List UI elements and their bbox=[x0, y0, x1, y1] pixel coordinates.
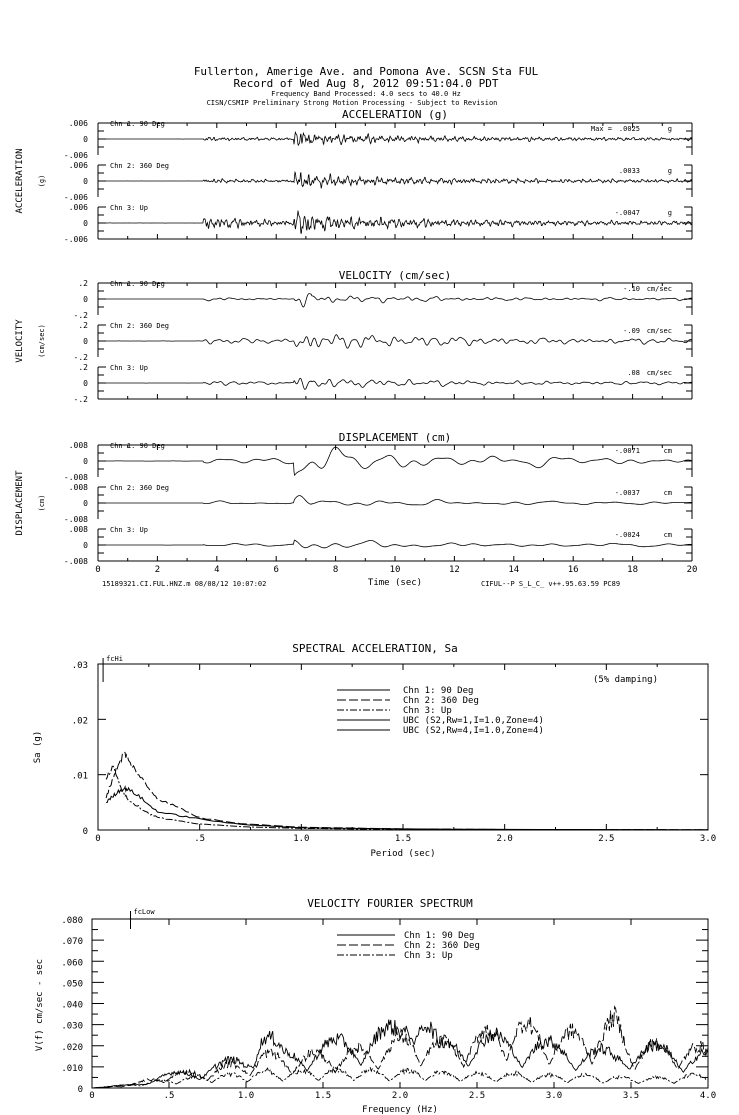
channel-label: Chn 1: 90 Deg bbox=[110, 442, 165, 450]
peak-unit: cm/sec bbox=[646, 285, 672, 293]
sa-curve bbox=[106, 766, 708, 830]
legend-label: Chn 2: 360 Deg bbox=[403, 696, 479, 706]
x-tick-label: 16 bbox=[567, 565, 579, 575]
y-tick-label: 0 bbox=[77, 1085, 83, 1095]
footer-left: 15189321.CI.FUL.HNZ.m 08/08/12 10:07:02 bbox=[102, 580, 267, 588]
y-tick-label: .010 bbox=[61, 1063, 83, 1074]
channel-label: Chn 3: Up bbox=[110, 526, 148, 534]
y-tick-label: 0 bbox=[83, 337, 88, 346]
waveform-trace bbox=[98, 172, 692, 188]
damping-note: (5% damping) bbox=[592, 675, 658, 685]
channel-label: Chn 2: 360 Deg bbox=[110, 162, 170, 170]
x-tick-label: 1.5 bbox=[314, 1091, 332, 1101]
peak-value: -.09 bbox=[623, 327, 640, 335]
y-tick-label: -.006 bbox=[63, 235, 88, 244]
x-tick-label: 14 bbox=[508, 565, 520, 575]
x-tick-label: 12 bbox=[448, 565, 460, 575]
channel-label: Chn 1: 90 Deg bbox=[110, 280, 165, 288]
x-tick-label: 4.0 bbox=[699, 1091, 717, 1101]
footer-right: CIFUL--P S_L_C_ v++.95.63.59 PC89 bbox=[481, 580, 621, 588]
legend-label: Chn 2: 360 Deg bbox=[404, 941, 480, 951]
y-tick-label: -.2 bbox=[73, 353, 88, 362]
y-tick-label: .030 bbox=[61, 1021, 83, 1032]
frequency-band: Frequency Band Processed: 4.0 secs to 40.0 Hz bbox=[271, 90, 461, 98]
y-tick-label: .020 bbox=[61, 1042, 83, 1053]
panel-title: DISPLACEMENT (cm) bbox=[338, 431, 452, 444]
channel-label: Chn 3: Up bbox=[110, 364, 148, 372]
waveform-trace bbox=[98, 294, 692, 307]
y-tick-label: .006 bbox=[68, 119, 88, 128]
peak-value: -.0071 bbox=[614, 447, 640, 455]
fourier-curve bbox=[92, 1007, 708, 1088]
legend-label: Chn 3: Up bbox=[404, 951, 453, 961]
legend-label: Chn 3: Up bbox=[403, 706, 452, 716]
y-tick-label: 0 bbox=[83, 379, 88, 388]
x-tick-label: 4 bbox=[214, 565, 220, 575]
peak-unit: g bbox=[667, 209, 672, 217]
fchi-label: fcHi bbox=[106, 655, 123, 663]
peak-value: -.0024 bbox=[614, 531, 640, 539]
y-tick-label: 0 bbox=[83, 219, 88, 228]
y-tick-label: .008 bbox=[68, 441, 88, 450]
x-tick-label: 2.5 bbox=[468, 1091, 486, 1101]
x-tick-label: 2.0 bbox=[391, 1091, 409, 1101]
x-tick-label: 2.5 bbox=[598, 834, 615, 844]
y-tick-label: .01 bbox=[71, 771, 88, 782]
y-tick-label: .006 bbox=[68, 203, 88, 212]
peak-value: -.10 bbox=[623, 285, 640, 293]
x-tick-label: 10 bbox=[389, 565, 401, 575]
fourier-title: VELOCITY FOURIER SPECTRUM bbox=[307, 897, 473, 910]
peak-value: .0025 bbox=[618, 125, 640, 133]
peak-unit: cm bbox=[663, 447, 672, 455]
y-tick-label: -.2 bbox=[73, 311, 88, 320]
x-tick-label: 3.5 bbox=[622, 1091, 640, 1101]
channel-label: Chn 2: 360 Deg bbox=[110, 484, 170, 492]
panel-title: ACCELERATION (g) bbox=[342, 108, 448, 121]
panel-yunits: (cm/sec) bbox=[38, 324, 46, 358]
legend-label: UBC (S2,Rw=4,I=1.0,Zone=4) bbox=[403, 726, 544, 736]
legend-label: UBC (S2,Rw=1,I=1.0,Zone=4) bbox=[403, 716, 544, 726]
legend-label: Chn 1: 90 Deg bbox=[404, 931, 475, 941]
y-tick-label: -.006 bbox=[63, 193, 88, 202]
sa-ylabel: Sa (g) bbox=[33, 730, 43, 764]
y-tick-label: 0 bbox=[83, 499, 88, 508]
peak-value: .08 bbox=[627, 369, 640, 377]
peak-value: .0033 bbox=[618, 167, 640, 175]
y-tick-label: -.2 bbox=[73, 395, 88, 404]
x-tick-label: 2 bbox=[154, 565, 161, 575]
panel-title: VELOCITY (cm/sec) bbox=[338, 269, 452, 282]
y-tick-label: .006 bbox=[68, 161, 88, 170]
x-tick-label: 2.0 bbox=[496, 834, 513, 844]
y-tick-label: .2 bbox=[78, 321, 88, 330]
x-tick-label: 18 bbox=[627, 565, 639, 575]
peak-value: -.0047 bbox=[614, 209, 640, 217]
panel-ylabel: ACCELERATION bbox=[15, 148, 25, 214]
y-tick-label: .03 bbox=[71, 661, 88, 671]
fourier-ylabel: V(f) cm/sec - sec bbox=[35, 958, 45, 1052]
sa-title: SPECTRAL ACCELERATION, Sa bbox=[292, 642, 458, 655]
peak-unit: cm/sec bbox=[646, 369, 672, 377]
channel-label: Chn 2: 360 Deg bbox=[110, 322, 170, 330]
waveform-trace bbox=[98, 447, 692, 475]
x-tick-label: 0 bbox=[95, 565, 101, 575]
waveform-trace bbox=[98, 335, 692, 349]
y-tick-label: .040 bbox=[61, 1000, 83, 1011]
y-tick-label: .060 bbox=[61, 958, 83, 969]
y-tick-label: 0 bbox=[83, 177, 88, 186]
y-tick-label: .050 bbox=[61, 979, 83, 990]
panel-yunits: (cm) bbox=[38, 494, 46, 512]
peak-unit: cm/sec bbox=[646, 327, 672, 335]
channel-label: Chn 1: 90 Deg bbox=[110, 120, 165, 128]
fclow-label: fcLow bbox=[133, 908, 155, 916]
y-tick-label: -.008 bbox=[63, 557, 88, 566]
panel-ylabel: VELOCITY bbox=[15, 319, 25, 363]
y-tick-label: -.008 bbox=[63, 473, 88, 482]
station-title: Fullerton, Amerige Ave. and Pomona Ave. SCSN Sta FUL bbox=[193, 65, 539, 78]
x-tick-label: 6 bbox=[273, 565, 279, 575]
peak-value: -.0037 bbox=[614, 489, 640, 497]
x-tick-label: 0 bbox=[95, 834, 101, 844]
x-tick-label: 3.0 bbox=[545, 1091, 563, 1101]
y-tick-label: 0 bbox=[83, 541, 88, 550]
y-tick-label: .02 bbox=[71, 716, 88, 727]
peak-unit: g bbox=[667, 125, 672, 133]
x-tick-label: .5 bbox=[163, 1091, 175, 1101]
legend-label: Chn 1: 90 Deg bbox=[403, 686, 474, 696]
y-tick-label: -.006 bbox=[63, 151, 88, 160]
y-tick-label: 0 bbox=[82, 827, 88, 837]
waveform-trace bbox=[98, 132, 692, 145]
y-tick-label: .080 bbox=[61, 916, 83, 926]
waveform-trace bbox=[98, 378, 692, 389]
peak-unit: cm bbox=[663, 489, 672, 497]
y-tick-label: .2 bbox=[78, 363, 88, 372]
fourier-xlabel: Frequency (Hz) bbox=[362, 1105, 438, 1115]
max-label: Max = bbox=[590, 125, 612, 133]
processing-note: CISN/CSMIP Preliminary Strong Motion Processing - Subject to Revision bbox=[206, 99, 498, 107]
record-time: Record of Wed Aug 8, 2012 09:51:04.0 PDT bbox=[233, 77, 499, 90]
waveform-trace bbox=[98, 540, 692, 548]
fourier-plot-frame bbox=[92, 919, 708, 1088]
peak-unit: cm bbox=[663, 531, 672, 539]
x-tick-label: 1.0 bbox=[237, 1091, 255, 1101]
x-axis-label: Time (sec) bbox=[367, 578, 423, 588]
x-tick-label: 3.0 bbox=[699, 834, 717, 844]
y-tick-label: .008 bbox=[68, 525, 88, 534]
sa-xlabel: Period (sec) bbox=[370, 849, 436, 859]
panel-ylabel: DISPLACEMENT bbox=[15, 470, 25, 536]
y-tick-label: 0 bbox=[83, 295, 88, 304]
x-tick-label: 1.0 bbox=[293, 834, 310, 844]
x-tick-label: 8 bbox=[332, 565, 339, 575]
y-tick-label: .2 bbox=[78, 279, 88, 288]
fourier-curve bbox=[92, 1020, 708, 1088]
y-tick-label: 0 bbox=[83, 457, 88, 466]
x-tick-label: .5 bbox=[194, 834, 206, 844]
y-tick-label: .008 bbox=[68, 483, 88, 492]
y-tick-label: -.008 bbox=[63, 515, 88, 524]
panel-yunits: (g) bbox=[38, 174, 46, 188]
waveform-trace bbox=[98, 211, 692, 234]
peak-unit: g bbox=[667, 167, 672, 175]
channel-label: Chn 3: Up bbox=[110, 204, 148, 212]
y-tick-label: .070 bbox=[61, 937, 83, 948]
x-tick-label: 0 bbox=[89, 1091, 95, 1101]
x-tick-label: 20 bbox=[686, 565, 698, 575]
waveform-trace bbox=[98, 496, 692, 506]
x-tick-label: 1.5 bbox=[394, 834, 412, 844]
y-tick-label: 0 bbox=[83, 135, 88, 144]
